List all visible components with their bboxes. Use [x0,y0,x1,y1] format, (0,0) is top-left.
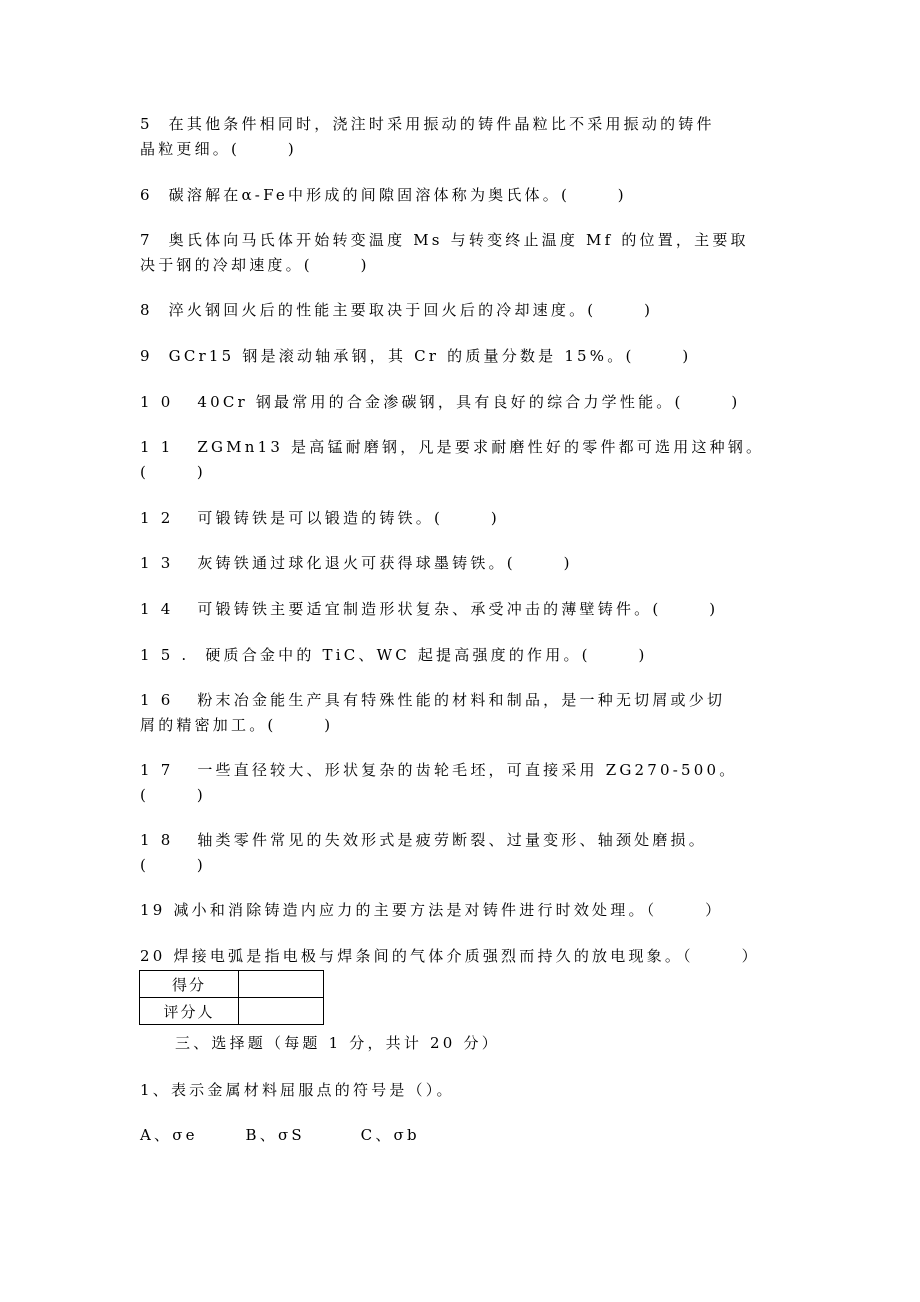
score-table [139,970,324,1025]
question-16-line-2: 屑的精密加工。( ) [140,716,334,734]
question-5-line-2: 晶粒更细。( ) [140,140,297,158]
question-16-line-1: 1 6 粉末冶金能生产具有特殊性能的材料和制品，是一种无切屑或少切 [140,691,726,709]
question-9: 9 GCr15 钢是滚动轴承钢，其 Cr 的质量分数是 15%。( ) [140,347,692,365]
question-11-line-1: 1 1 ZGMn13 是高锰耐磨钢，凡是要求耐磨性好的零件都可选用这种钢。 [140,438,765,456]
question-19: 19 减小和消除铸造内应力的主要方法是对铸件进行时效处理。（ ） [140,901,724,919]
question-20: 20 焊接电弧是指电极与焊条间的气体介质强烈而持久的放电现象。（ ） [140,947,760,965]
question-6: 6 碳溶解在α-Fe中形成的间隙固溶体称为奥氏体。( ) [140,186,627,204]
question-18-line-2: ( ) [140,856,206,874]
choice-question-1-stem: 1、表示金属材料屈服点的符号是（）。 [140,1081,455,1099]
score-value-cell[interactable] [239,971,324,998]
choice-question-1-options: A、σe B、σS C、σb [140,1126,420,1144]
question-14: 1 4 可锻铸铁主要适宜制造形状复杂、承受冲击的薄壁铸件。( ) [140,600,719,618]
question-13: 1 3 灰铸铁通过球化退火可获得球墨铸铁。( ) [140,554,573,572]
section-title: 三、选择题（每题 1 分，共计 20 分） [175,1034,500,1052]
question-10: 1 0 40Cr 钢最常用的合金渗碳钢，具有良好的综合力学性能。( ) [140,393,741,411]
question-7-line-1: 7 奥氏体向马氏体开始转变温度 Ms 与转变终止温度 Mf 的位置，主要取 [140,231,749,249]
question-5-line-1: 5 在其他条件相同时，浇注时采用振动的铸件晶粒比不采用振动的铸件 [140,115,715,133]
question-7-line-2: 决于钢的冷却速度。( ) [140,256,370,274]
grader-label: 评分人 [140,998,239,1025]
grader-row [140,998,324,1025]
question-17-line-1: 1 7 一些直径较大、形状复杂的齿轮毛坯，可直接采用 ZG270-500。 [140,761,738,779]
question-11-line-2: ( ) [140,463,206,481]
question-8: 8 淬火钢回火后的性能主要取决于回火后的冷却速度。( ) [140,301,654,319]
question-12: 1 2 可锻铸铁是可以锻造的铸铁。( ) [140,509,500,527]
score-row [140,971,324,998]
question-15: 1 5 . 硬质合金中的 TiC、WC 起提高强度的作用。( ) [140,646,648,664]
score-label: 得分 [140,971,239,998]
question-17-line-2: ( ) [140,786,206,804]
question-18-line-1: 1 8 轴类零件常见的失效形式是疲劳断裂、过量变形、轴颈处磨损。 [140,831,707,849]
grader-value-cell[interactable] [239,998,324,1025]
